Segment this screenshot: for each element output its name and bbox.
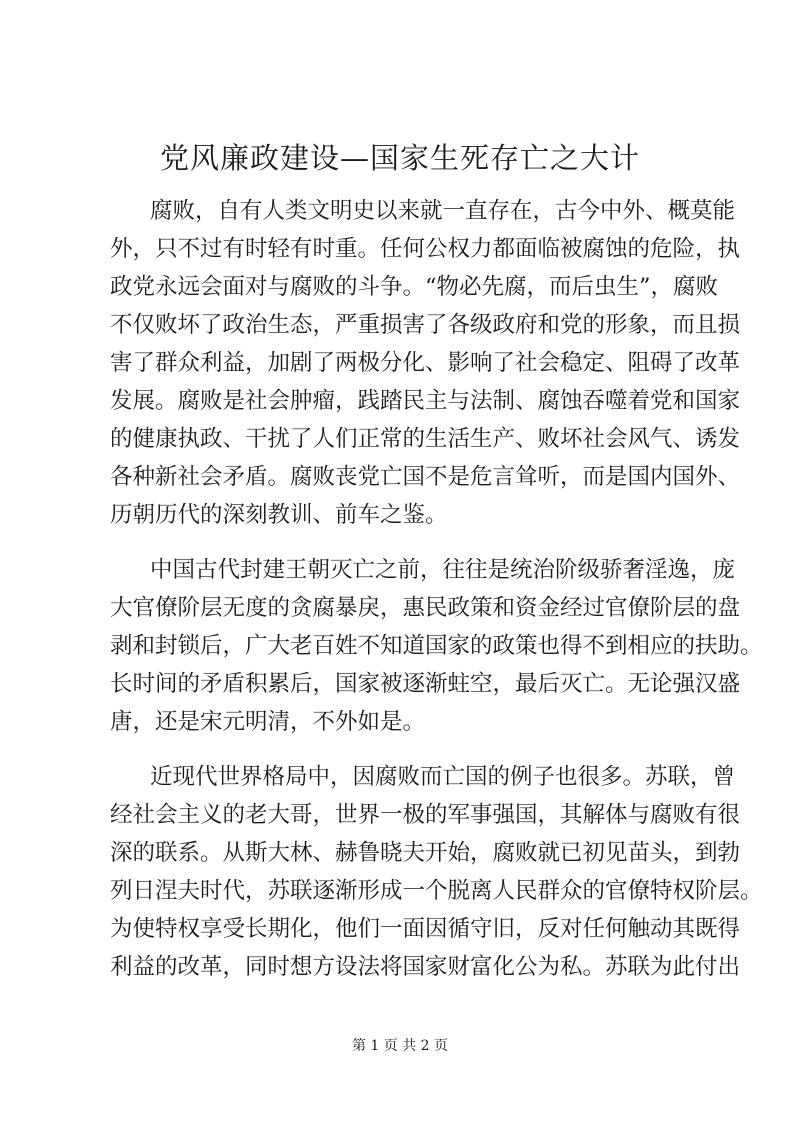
paragraph-3-line-6: 利益的改革，同时想方设法将国家财富化公为私。苏联为此付出	[110, 954, 741, 980]
paragraph-3-line-5: 为使特权享受长期化，他们一面因循守旧，反对任何触动其既得	[110, 916, 741, 942]
paragraph-2-line-1: 中国古代封建王朝灭亡之前，往往是统治阶级骄奢淫逸，庞	[150, 557, 736, 583]
paragraph-2-line-3: 剥和封锁后，广大老百姓不知道国家的政策也得不到相应的扶助。	[110, 633, 763, 659]
paragraph-2-line-4: 长时间的矛盾积累后，国家被逐渐蛀空，最后灭亡。无论强汉盛	[110, 671, 741, 697]
paragraph-1-line-9: 历朝历代的深刻教训、前车之鉴。	[110, 502, 448, 528]
paragraph-1-line-8: 各种新社会矛盾。腐败丧党亡国不是危言耸听，而是国内国外、	[110, 464, 741, 490]
paragraph-2-line-2: 大官僚阶层无度的贪腐暴戾，惠民政策和资金经过官僚阶层的盘	[110, 595, 741, 621]
paragraph-1-line-7: 的健康执政、干扰了人们正常的生活生产、败坏社会风气、诱发	[110, 426, 741, 452]
paragraph-1-line-2: 外，只不过有时轻有时重。任何公权力都面临被腐蚀的危险，执	[110, 236, 741, 262]
paragraph-1-line-6: 发展。腐败是社会肿瘤，践踏民主与法制、腐蚀吞噬着党和国家	[110, 388, 741, 414]
paragraph-3-line-4: 列日涅夫时代，苏联逐渐形成一个脱离人民群众的官僚特权阶层。	[110, 878, 763, 904]
paragraph-1-line-5: 害了群众利益，加剧了两极分化、影响了社会稳定、阻碍了改革	[110, 350, 741, 376]
page-number-footer: 第 1 页 共 2 页	[351, 1038, 449, 1054]
paragraph-3-line-2: 经社会主义的老大哥，世界一极的军事强国，其解体与腐败有很	[110, 802, 741, 828]
paragraph-1-line-1: 腐败，自有人类文明史以来就一直存在，古今中外、概莫能	[150, 198, 736, 224]
paragraph-3-line-1: 近现代世界格局中，因腐败而亡国的例子也很多。苏联，曾	[150, 764, 736, 790]
paragraph-1-line-3: 政党永远会面对与腐败的斗争。“物必先腐，而后虫生”，腐败	[110, 274, 719, 300]
paragraph-2-line-5: 唐，还是宋元明清，不外如是。	[110, 709, 426, 735]
paragraph-3-line-3: 深的联系。从斯大林、赫鲁晓夫开始，腐败就已初见苗头，到勃	[110, 840, 741, 866]
page-title: 党风廉政建设—国家生死存亡之大计	[159, 141, 640, 175]
paragraph-1-line-4: 不仅败坏了政治生态，严重损害了各级政府和党的形象，而且损	[110, 312, 741, 338]
